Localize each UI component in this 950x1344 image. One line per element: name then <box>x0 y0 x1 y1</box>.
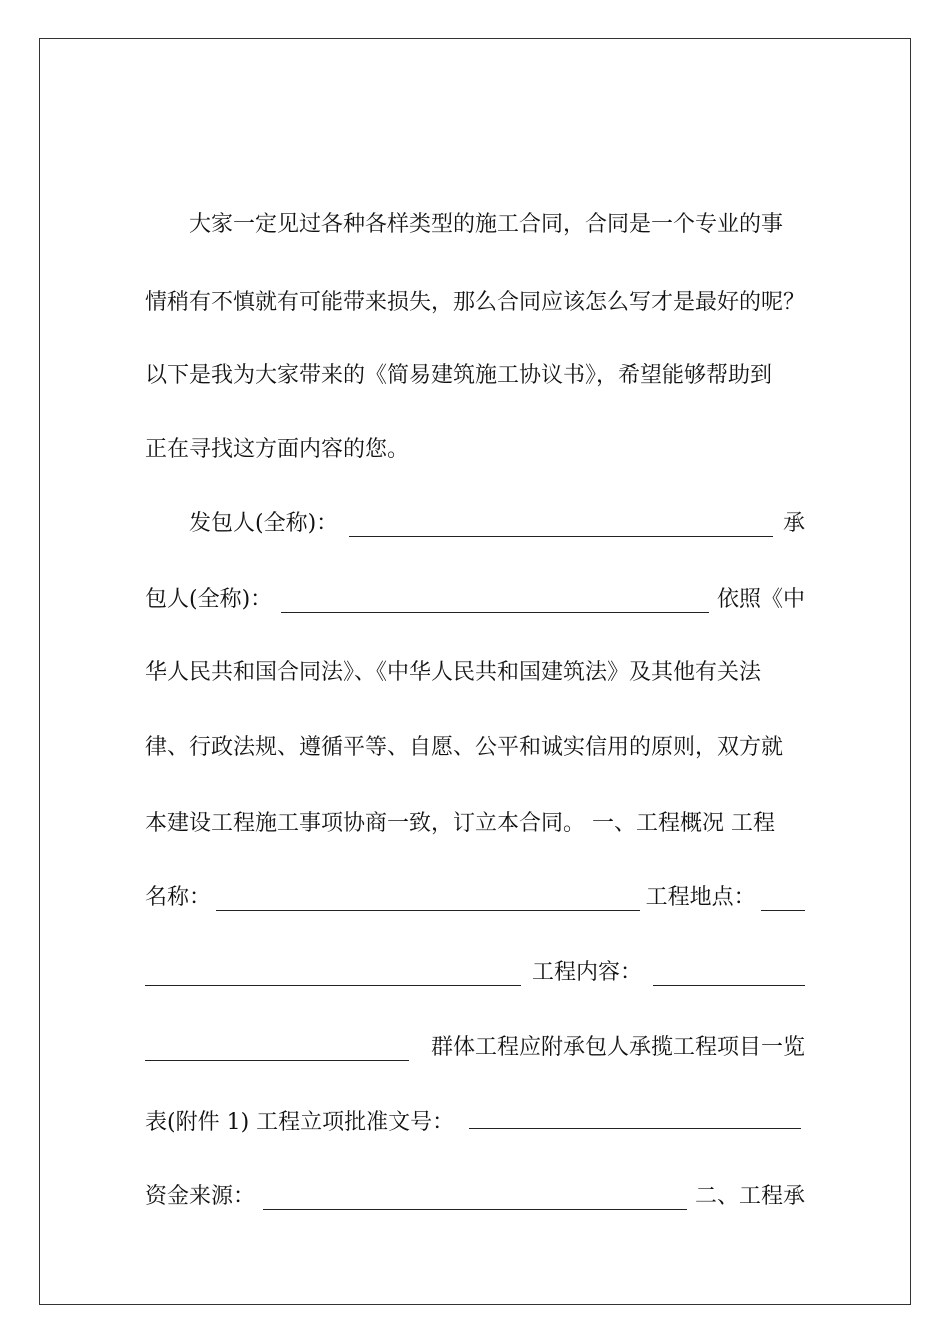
location-label: 工程地点： <box>645 885 756 910</box>
intro-line-3: 以下是我为大家带来的《简易建筑施工协议书》，希望能够帮助到 <box>145 363 773 388</box>
intro-line-4: 正在寻找这方面内容的您。 <box>145 437 410 462</box>
project-name-blank <box>216 886 640 911</box>
content-blank-start <box>653 961 805 986</box>
contractor-name-blank <box>281 588 709 613</box>
fund-source-blank <box>263 1185 687 1210</box>
employer-name-blank <box>349 512 773 537</box>
location-blank-end <box>145 961 521 986</box>
agreement-line: 本建设工程施工事项协商一致，订立本合同。 一、工程概况 工程 <box>145 811 775 836</box>
group-project-line <box>145 1028 805 1068</box>
appendix-label: 表(附件 1) 工程立项批准文号： <box>145 1110 455 1135</box>
intro-line-1: 大家一定见过各种各样类型的施工合同，合同是一个专业的事 <box>189 212 784 237</box>
fund-source-line <box>145 1177 805 1217</box>
basis-start-text: 依照《中 <box>716 587 805 612</box>
content-line <box>145 953 805 993</box>
project-name-label: 名称： <box>145 885 212 910</box>
section2-start-text: 二、工程承 <box>694 1184 805 1209</box>
appendix-line <box>145 1103 805 1143</box>
content-blank-end <box>145 1036 409 1061</box>
location-blank-start <box>761 886 805 911</box>
intro-line-2: 情稍有不慎就有可能带来损失，那么合同应该怎么写才是最好的呢？ <box>145 290 806 315</box>
law-line: 华人民共和国合同法》、《中华人民共和国建筑法》及其他有关法 <box>145 660 762 685</box>
group-project-text: 群体工程应附承包人承揽工程项目一览 <box>430 1035 805 1060</box>
fund-source-label: 资金来源： <box>145 1184 256 1209</box>
content-label: 工程内容： <box>531 960 642 985</box>
contractor-line <box>145 580 805 620</box>
employer-line <box>189 504 805 544</box>
contractor-start-text: 承 <box>782 511 805 536</box>
principle-line: 律、行政法规、遵循平等、自愿、公平和诚实信用的原则，双方就 <box>145 735 784 760</box>
approval-number-blank <box>469 1104 801 1129</box>
contractor-label: 包人(全称)： <box>145 587 273 612</box>
employer-label: 发包人(全称)： <box>189 511 339 536</box>
project-name-line <box>145 878 805 918</box>
